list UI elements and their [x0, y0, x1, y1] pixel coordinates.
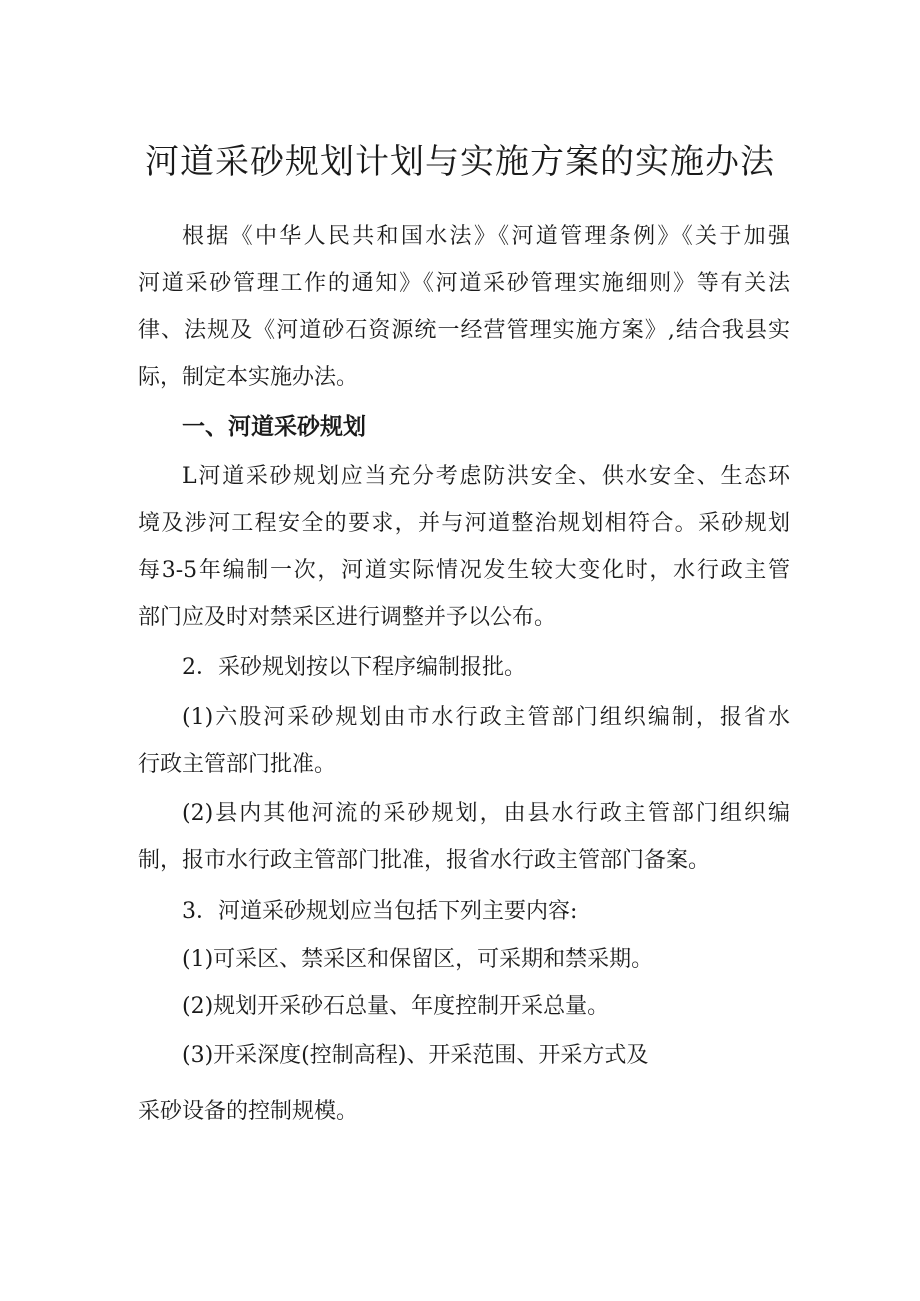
- item1-line-1: L河道采砂规划应当充分考虑防洪安全、供水安全、生态环: [182, 464, 790, 489]
- item3-lead: 3．河道采砂规划应当包括下列主要内容:: [182, 899, 578, 924]
- intro-line-3: 律、法规及《河道砂石资源统一经营管理实施方案》,结合我县实: [138, 318, 790, 343]
- item2-sub2-line-1: (2)县内其他河流的采砂规划，由县水行政主管部门组织编: [182, 801, 790, 826]
- section-heading: 一、河道采砂规划: [182, 414, 366, 440]
- item3-sub3-continuation: 采砂设备的控制规模。: [138, 1099, 359, 1124]
- intro-line-4: 际，制定本实施办法。: [138, 365, 359, 390]
- item1-line-4: 部门应及时对禁采区进行调整并予以公布。: [138, 605, 557, 630]
- item2-lead: 2．采砂规划按以下程序编制报批。: [182, 655, 526, 680]
- intro-line-1: 根据《中华人民共和国水法》《河道管理条例》《关于加强: [182, 224, 790, 249]
- item2-sub1-line-1: (1)六股河采砂规划由市水行政主管部门组织编制，报省水: [182, 705, 790, 730]
- item3-sub3: (3)开采深度(控制高程)、开采范围、开采方式及: [182, 1043, 649, 1068]
- item1-line-3: 每3-5年编制一次，河道实际情况发生较大变化时，水行政主管: [138, 558, 790, 583]
- item2-sub1-line-2: 行政主管部门批准。: [138, 752, 337, 777]
- document-title: 河道采砂规划计划与实施方案的实施办法: [145, 142, 775, 182]
- intro-line-2: 河道采砂管理工作的通知》《河道采砂管理实施细则》等有关法: [138, 271, 790, 296]
- item1-line-2: 境及涉河工程安全的要求，并与河道整治规划相符合。采砂规划: [138, 511, 790, 536]
- item2-sub2-line-2: 制，报市水行政主管部门批准，报省水行政主管部门备案。: [138, 848, 711, 873]
- item3-sub1: (1)可采区、禁采区和保留区，可采期和禁采期。: [182, 947, 654, 972]
- item3-sub2: (2)规划开采砂石总量、年度控制开采总量。: [182, 994, 610, 1019]
